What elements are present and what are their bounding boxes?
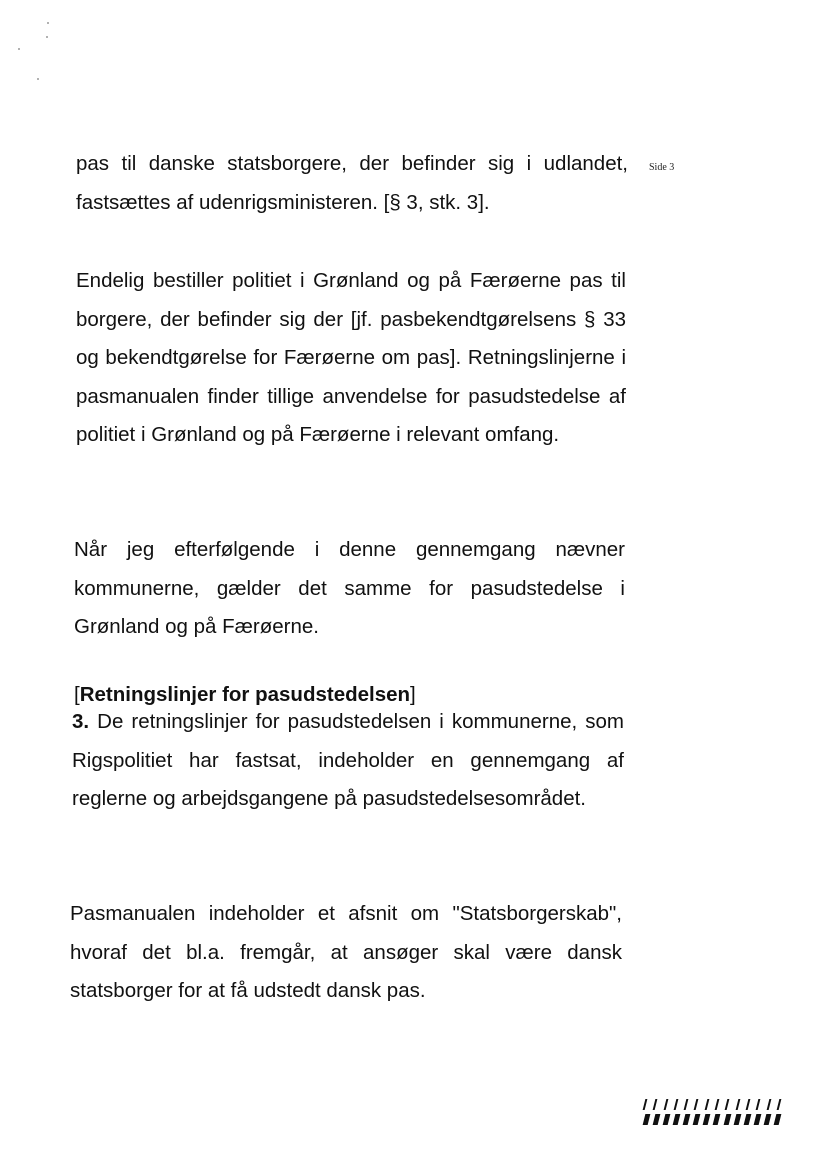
heading-bracket-close: ] (410, 683, 416, 706)
paragraph-5: Pasmanualen indeholder et afsnit om "Statsborgerskab", hvoraf det bl.a. fremgår, at ansøger skal være dansk statsborger for at få udstedt dansk pas. (70, 902, 622, 1003)
barcode-row-thin (644, 1099, 780, 1110)
paragraph-3: Når jeg efterfølgende i denne gennemgang nævner kommunerne, gælder det samme for pasudstedelse i Grønland og på Færøerne. (74, 538, 625, 639)
paragraph-2: Endelig bestiller politiet i Grønland og på Færøerne pas til borgere, der befinder sig der [jf. pasbekendtgørelsens § 33 og bekendtgørelse for Færøerne om pas]. Retningslinjerne i pasmanualen finder tillige anvendelse for pasudstedelse af politiet i Grønland og på Færøerne i relevant omfang. (76, 269, 626, 447)
paragraph-1: pas til danske statsborgere, der befinder sig i udlandet, fastsættes af udenrigsministeren. [§ 3, stk. 3]. (76, 152, 628, 214)
section-heading-text: Retningslinjer for pasudstedelsen (79, 683, 411, 706)
heading-bracket-open: [ (74, 683, 80, 706)
section-number: 3. (72, 710, 90, 733)
section-text: De retningslinjer for pasudstedelsen i kommunerne, som Rigspolitiet har fastsat, indeholder en gennemgang af reglerne og arbejdsgangene på pasudstedelsesområdet. (72, 710, 624, 811)
scan-dot (37, 78, 39, 80)
page-marker: Side 3 (649, 162, 675, 173)
scan-dot (46, 36, 48, 38)
section-paragraph (72, 703, 624, 819)
barcode-stamp (644, 1099, 780, 1125)
barcode-row-thick (644, 1114, 780, 1125)
scan-dot (47, 22, 49, 24)
scan-dot (18, 48, 20, 50)
